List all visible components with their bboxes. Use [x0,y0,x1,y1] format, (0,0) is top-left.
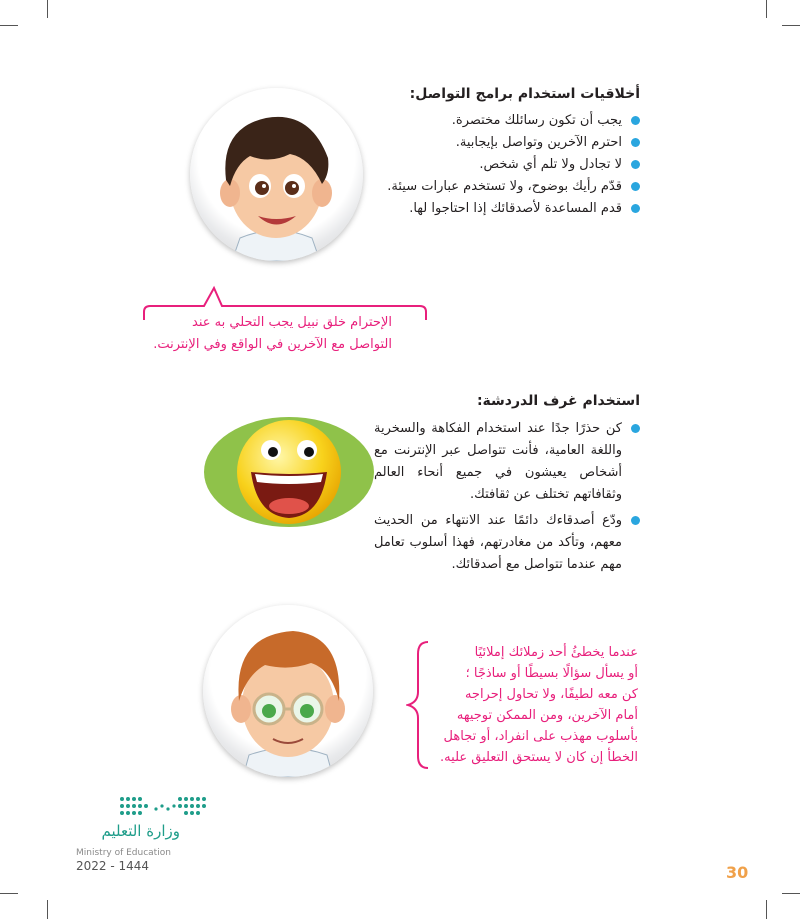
edition-year: 2022 - 1444 [76,859,150,873]
callout-respect: الإحترام خلق نبيل يجب التحلي به عند التواصل مع الآخرين في الواقع وفي الإنترنت. [153,315,392,352]
list-item: قدّم رأيك بوضوح، ولا تستخدم عبارات سيئة. [300,176,640,198]
list-item: كن حذرًا جدًا عند استخدام الفكاهة والسخرية واللغة العامية، فأنت تتواصل عبر الإنترنت مع أشخاص يعيشون في جميع أنحاء العالم وثقافاتهم تختلف عن ثقافتك. [374,418,640,506]
list-item: ودّع أصدقاءك دائمًا عند الانتهاء من الحديث معهم، وتأكد من مغادرتهم، فهذا أسلوب تعامل مهم عندما تتواصل مع أصدقائك. [374,510,640,576]
section1-title: أخلاقيات استخدام برامج التواصل: [409,86,640,102]
crop-mark [0,25,18,26]
boy-with-glasses-avatar-circle [203,605,373,777]
crop-mark [782,25,800,26]
laughing-emoji-icon [203,416,375,528]
boy-with-glasses-illustration [203,605,373,777]
bullet-icon [631,424,640,433]
bullet-icon [631,204,640,213]
crop-mark [0,893,18,894]
ministry-name-english: Ministry of Education [76,848,171,858]
bullet-icon [631,138,640,147]
list-item: يجب أن تكون رسائلك مختصرة. [300,110,640,132]
crop-mark [47,900,48,919]
page-number: 30 [726,863,749,882]
crop-mark [782,893,800,894]
crop-mark [47,0,48,18]
crop-mark [766,0,767,18]
bullet-icon [631,516,640,525]
callout-spelling-mistake: عندما يخطئُ أحد زملائك إملائيًا أو يسأل سؤالًا بسيطًا أو ساذجًا ؛ كن معه لطيفًا، ولا تحاول إحراجه أمام الآخرين، ومن الممكن توجيهه بأسلوب مهذب على انفراد، أو تجاهل الخطأ إن كان لا يستحق التعليق عليه. [440,645,638,765]
boy-avatar-circle [190,88,363,261]
section2-title: استخدام غرف الدردشة: [476,393,640,409]
ministry-name-arabic: وزارة التعليم [101,822,180,840]
list-item: قدم المساعدة لأصدقائك إذا احتاجوا لها. [300,198,640,220]
ministry-logo-icon [118,795,208,817]
bullet-icon [631,116,640,125]
crop-mark [766,900,767,919]
boy-avatar-illustration [190,88,363,261]
bullet-icon [631,182,640,191]
bullet-icon [631,160,640,169]
list-item: احترم الآخرين وتواصل بإيجابية. [300,132,640,154]
section2-bullet-list [374,418,640,580]
list-item: لا تجادل ولا تلم أي شخص. [300,154,640,176]
